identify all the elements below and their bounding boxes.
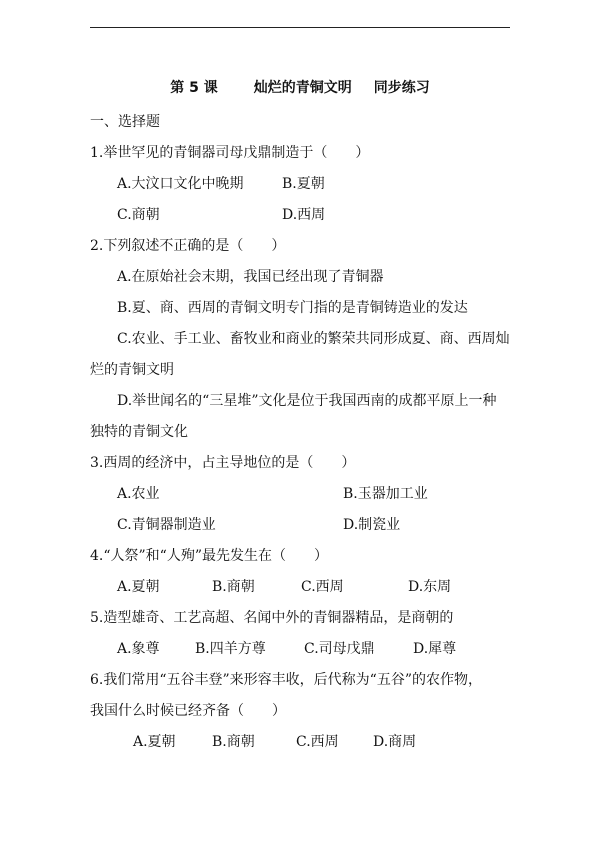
question-6-stem-line-2: 我国什么时候已经齐备（ ） <box>90 703 286 719</box>
question-5-option-b: B.四羊方尊 <box>195 641 266 657</box>
question-1-stem: 1.举世罕见的青铜器司母戊鼎制造于（ ） <box>90 145 370 161</box>
question-2-option-a: A.在原始社会末期，我国已经出现了青铜器 <box>117 269 384 285</box>
question-2-option-c-line-2: 烂的青铜文明 <box>90 362 174 378</box>
question-6-option-a: A.夏朝 <box>133 734 176 750</box>
question-4-option-c: C.西周 <box>301 579 344 595</box>
question-5-stem: 5.造型雄奇、工艺高超、名闻中外的青铜器精品，是商朝的 <box>90 610 454 626</box>
question-5-option-c: C.司母戊鼎 <box>304 641 375 657</box>
question-5-option-a: A.象尊 <box>117 641 160 657</box>
question-1-option-a: A.大汶口文化中晚期 <box>117 176 244 192</box>
question-3-option-c: C.青铜器制造业 <box>117 517 216 533</box>
question-1-option-b: B.夏朝 <box>282 176 325 192</box>
question-2-option-d-line-1: D.举世闻名的“三星堆”文化是位于我国西南的成都平原上一种 <box>117 393 497 409</box>
question-2-option-d-line-2: 独特的青铜文化 <box>90 424 188 440</box>
question-1-option-d: D.西周 <box>282 207 326 223</box>
header-rule <box>90 27 510 28</box>
lesson-name: 灿烂的青铜文明 <box>253 80 352 96</box>
section-heading: 一、选择题 <box>90 114 160 130</box>
question-2-stem: 2.下列叙述不正确的是（ ） <box>90 238 286 254</box>
question-3-option-a: A.农业 <box>117 486 160 502</box>
question-3-option-b: B.玉器加工业 <box>343 486 428 502</box>
lesson-subtitle: 同步练习 <box>373 80 430 96</box>
question-6-stem-line-1: 6.我们常用“五谷丰登”来形容丰收，后代称为“五谷”的农作物， <box>90 672 482 688</box>
question-4-option-b: B.商朝 <box>212 579 255 595</box>
page-title <box>0 79 600 97</box>
question-4-stem: 4.“人祭”和“人殉”最先发生在（ ） <box>90 548 328 564</box>
question-5-option-d: D.犀尊 <box>413 641 457 657</box>
question-2-option-b: B.夏、商、西周的青铜文明专门指的是青铜铸造业的发达 <box>117 300 468 316</box>
question-6-option-b: B.商朝 <box>212 734 255 750</box>
question-3-stem: 3.西周的经济中，占主导地位的是（ ） <box>90 455 356 471</box>
question-4-option-a: A.夏朝 <box>117 579 160 595</box>
question-2-option-c-line-1: C.农业、手工业、畜牧业和商业的繁荣共同形成夏、商、西周灿 <box>117 331 510 347</box>
question-4-option-d: D.东周 <box>408 579 452 595</box>
question-3-option-d: D.制瓷业 <box>343 517 401 533</box>
lesson-number: 第 5 课 <box>170 80 218 96</box>
question-1-option-c: C.商朝 <box>117 207 160 223</box>
question-6-option-c: C.西周 <box>296 734 339 750</box>
question-6-option-d: D.商周 <box>373 734 417 750</box>
